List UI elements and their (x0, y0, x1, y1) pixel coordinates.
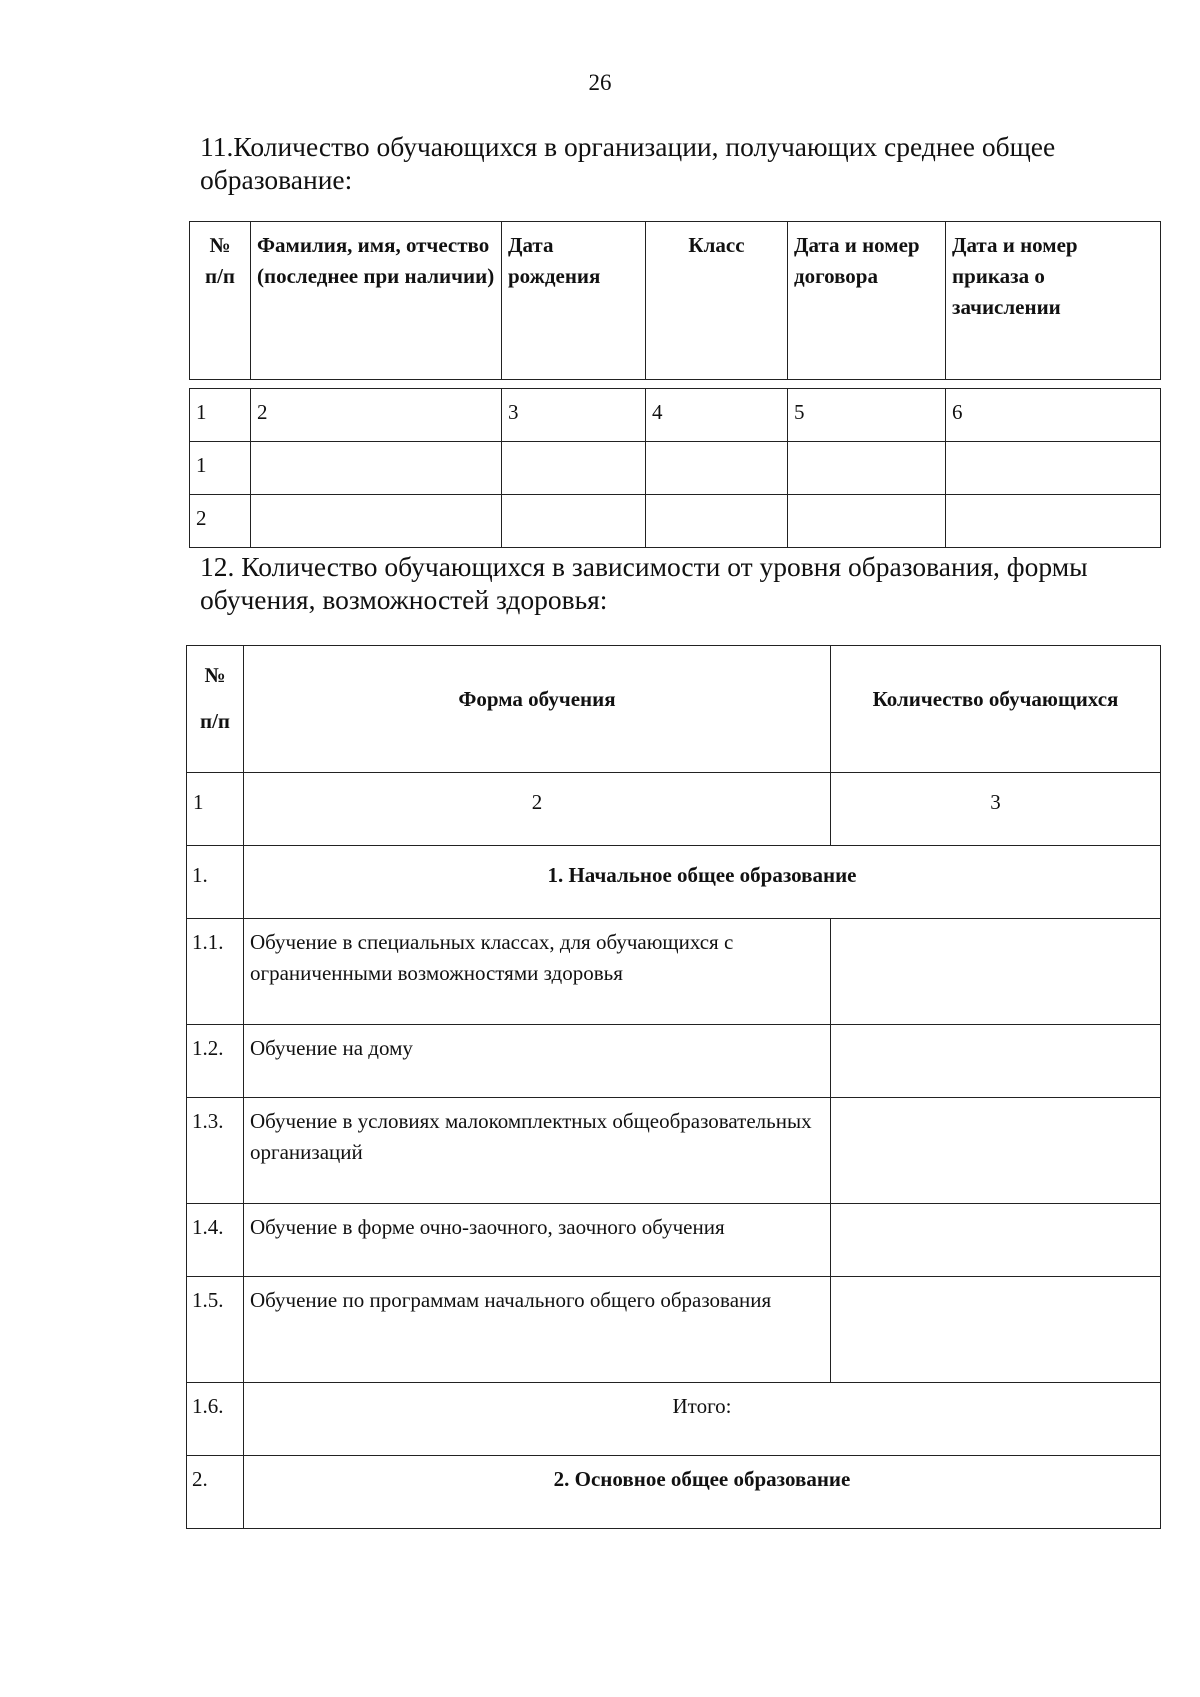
section-heading-basic: 2. Основное общее образование (244, 1456, 1161, 1529)
table-row (187, 1025, 1161, 1098)
student-count-cell[interactable] (831, 919, 1161, 1025)
section-11-title-line2: образование: (200, 164, 353, 195)
table-row (187, 1277, 1161, 1383)
header-num-cell (187, 646, 244, 773)
order-cell[interactable] (946, 442, 1161, 495)
row-number: 2 (190, 495, 251, 548)
header-date-of-birth: Дата рождения (502, 222, 646, 380)
student-count-cell[interactable] (831, 1098, 1161, 1204)
index-cell: 3 (831, 773, 1161, 846)
student-count-cell[interactable] (831, 1277, 1161, 1383)
table-row (187, 846, 1161, 919)
table-row (190, 442, 1161, 495)
table-row (187, 1204, 1161, 1277)
contract-cell[interactable] (788, 495, 946, 548)
dob-cell[interactable] (502, 442, 646, 495)
index-cell: 2 (251, 389, 502, 442)
page-number: 26 (588, 70, 612, 95)
index-cell: 1 (190, 389, 251, 442)
header-class: Класс (646, 222, 788, 380)
order-cell[interactable] (946, 495, 1161, 548)
education-form-cell: Обучение в специальных классах, для обучающихся с ограниченными возможностями здоровья (244, 919, 831, 1025)
education-forms-table (186, 645, 1161, 1529)
section-11-title (200, 130, 1100, 196)
education-form-cell: Обучение в условиях малокомплектных общеобразовательных организаций (244, 1098, 831, 1204)
table-row (190, 389, 1161, 442)
row-number: 1. (187, 846, 244, 919)
table-header-row (187, 646, 1161, 773)
section-12-title-line1: 12. Количество обучающихся в зависимости от уровня образования, формы (200, 551, 1088, 582)
section-12-title-line2: обучения, возможностей здоровья: (200, 584, 608, 615)
total-label: Итого: (244, 1383, 1161, 1456)
header-num-pp: п/п (199, 709, 231, 733)
row-number: 1.2. (187, 1025, 244, 1098)
index-cell: 2 (244, 773, 831, 846)
section-12-title (200, 550, 1100, 616)
students-table-header (189, 221, 1161, 380)
header-education-form: Форма обучения (244, 646, 831, 773)
section-heading-primary: 1. Начальное общее образование (244, 846, 1161, 919)
table-row (187, 773, 1161, 846)
header-enrollment-order: Дата и номер приказа о зачислении (946, 222, 1161, 380)
header-num-sign: № (209, 233, 231, 257)
index-cell: 1 (187, 773, 244, 846)
education-form-cell: Обучение по программам начального общего образования (244, 1277, 831, 1383)
table-row (187, 1383, 1161, 1456)
header-num-cell (190, 222, 251, 380)
header-num-pp: п/п (204, 264, 236, 288)
row-number: 1.1. (187, 919, 244, 1025)
index-cell: 3 (502, 389, 646, 442)
header-full-name: Фамилия, имя, отчество (последнее при наличии) (251, 222, 502, 380)
name-cell[interactable] (251, 442, 502, 495)
class-cell[interactable] (646, 442, 788, 495)
contract-cell[interactable] (788, 442, 946, 495)
student-count-cell[interactable] (831, 1204, 1161, 1277)
table-row (187, 1098, 1161, 1204)
header-contract: Дата и номер договора (788, 222, 946, 380)
row-number: 2. (187, 1456, 244, 1529)
name-cell[interactable] (251, 495, 502, 548)
student-count-cell[interactable] (831, 1025, 1161, 1098)
header-student-count: Количество обучающихся (831, 646, 1161, 773)
table-row (187, 1456, 1161, 1529)
row-number: 1.4. (187, 1204, 244, 1277)
class-cell[interactable] (646, 495, 788, 548)
dob-cell[interactable] (502, 495, 646, 548)
index-cell: 6 (946, 389, 1161, 442)
row-number: 1.6. (187, 1383, 244, 1456)
index-cell: 5 (788, 389, 946, 442)
education-form-cell: Обучение в форме очно-заочного, заочного обучения (244, 1204, 831, 1277)
row-number: 1 (190, 442, 251, 495)
row-number: 1.5. (187, 1277, 244, 1383)
header-num-sign: № (204, 663, 226, 687)
index-cell: 4 (646, 389, 788, 442)
section-11-title-line1: 11.Количество обучающихся в организации, получающих среднее общее (200, 131, 1056, 162)
table-row (190, 495, 1161, 548)
students-table-body (189, 388, 1161, 548)
row-number: 1.3. (187, 1098, 244, 1204)
education-form-cell: Обучение на дому (244, 1025, 831, 1098)
table-row (187, 919, 1161, 1025)
